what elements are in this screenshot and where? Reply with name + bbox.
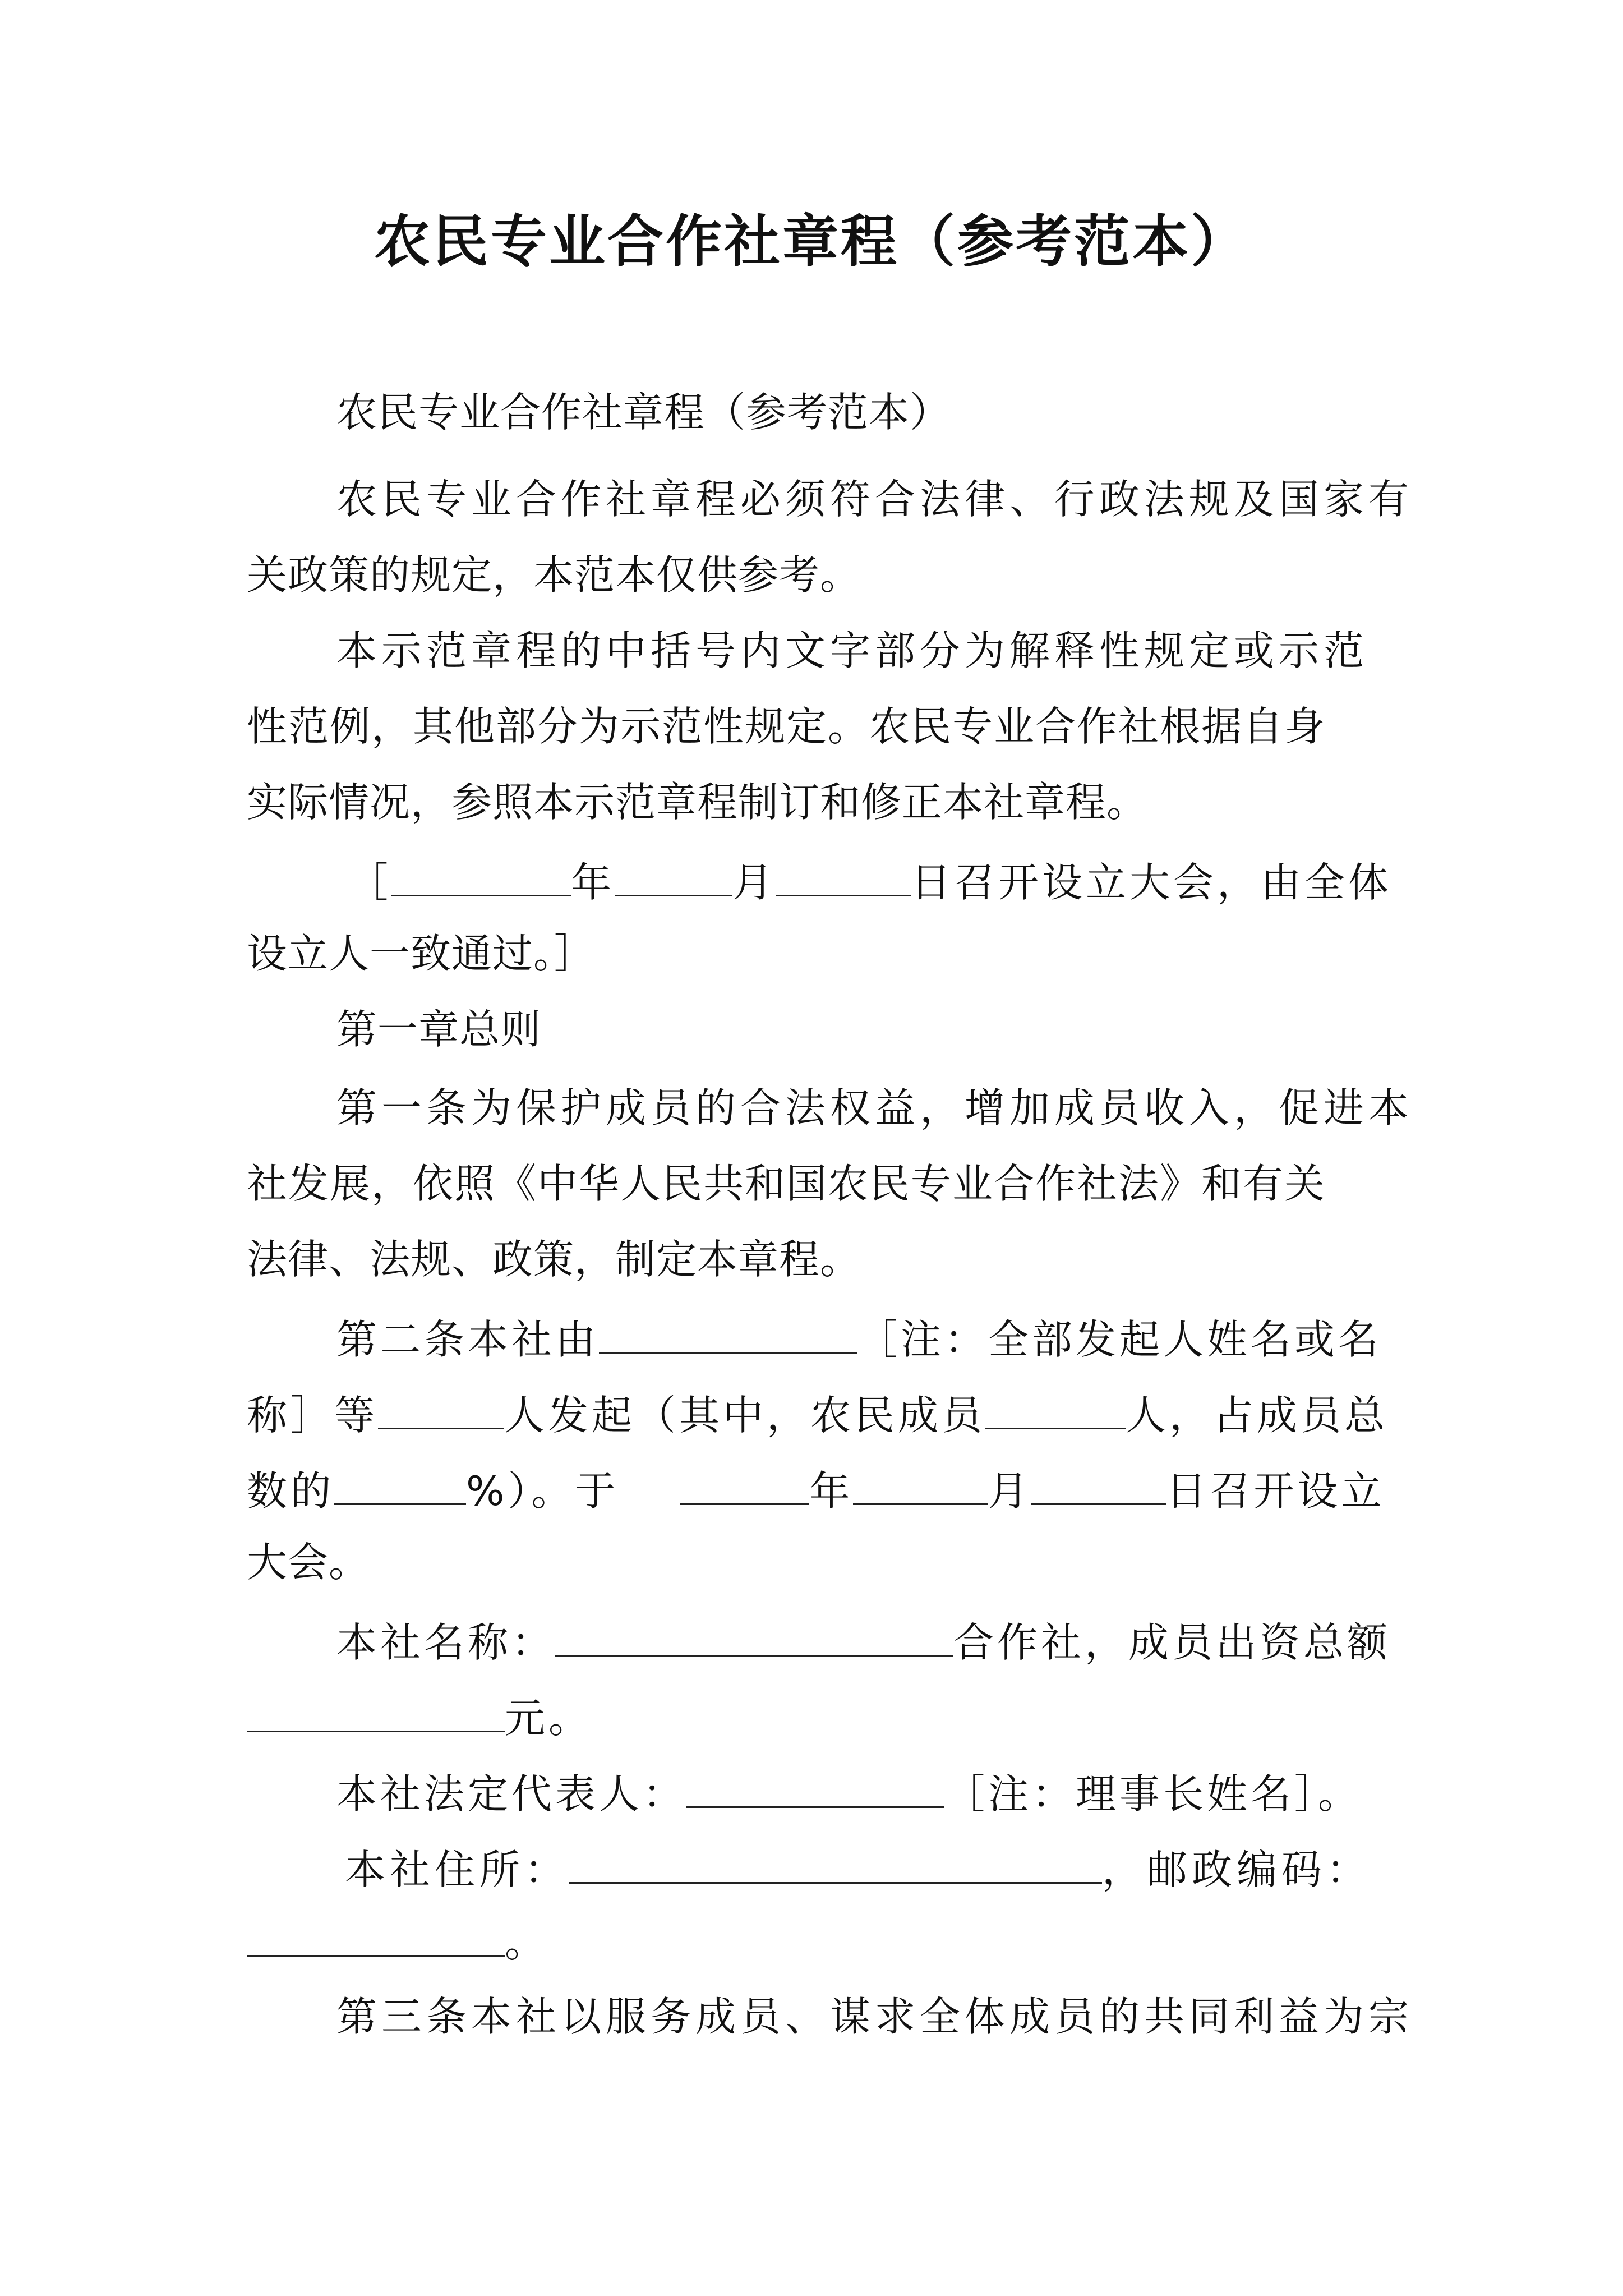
fill-text: %）。于 [466, 1467, 619, 1515]
paragraph-line: 本示范章程的中括号内文字部分为解释性规定或示范 [336, 627, 1369, 674]
blank-field-year[interactable] [391, 850, 571, 896]
fill-in-line [336, 1307, 1382, 1363]
fill-text: 合作社，成员出资总额 [953, 1619, 1391, 1666]
fill-text: ，邮政编码： [1102, 1846, 1372, 1893]
document-title: 农民专业合作社章程（参考范本） [374, 208, 1249, 274]
fill-in-line [247, 1383, 1388, 1439]
blank-field-percentage[interactable] [334, 1458, 466, 1505]
paragraph-line: 第三条本社以服务成员、谋求全体成员的共同利益为宗 [336, 1993, 1414, 2040]
blank-field-total-capital[interactable] [247, 1686, 505, 1732]
blank-field-day[interactable] [1031, 1458, 1166, 1505]
paragraph-line: 第一条为保护成员的合法权益，增加成员收入，促进本 [336, 1084, 1414, 1131]
fill-in-line [247, 1686, 592, 1742]
paragraph-line: 关政策的规定，本范本仅供参考。 [247, 551, 861, 599]
paragraph-line: 农民专业合作社章程（参考范本） [336, 389, 951, 436]
fill-text: 本社住所： [345, 1846, 570, 1893]
blank-field-initiator-count[interactable] [378, 1383, 504, 1429]
paragraph-line: 法律、法规、政策，制定本章程。 [247, 1236, 861, 1283]
fill-text: 。 [505, 1919, 549, 1966]
blank-field-legal-representative[interactable] [686, 1761, 944, 1808]
blank-field-farmer-count[interactable] [985, 1383, 1126, 1429]
fill-text: 年 [809, 1467, 854, 1515]
blank-field-day[interactable] [776, 850, 911, 896]
blank-field-month[interactable] [853, 1458, 988, 1505]
fill-text: 本社名称： [336, 1619, 556, 1666]
fill-text: 人，占成员总 [1126, 1392, 1389, 1439]
blank-field-cooperative-name[interactable] [555, 1610, 953, 1657]
fill-text: 日召开设立大会，由全体 [911, 859, 1393, 906]
paragraph-line: 性范例，其他部分为示范性规定。农民专业合作社根据自身 [247, 703, 1326, 750]
bracket-text: ［ [348, 859, 392, 906]
fill-text: 数的 [247, 1467, 335, 1515]
fill-text: 本社法定代表人： [336, 1770, 687, 1818]
fill-text: 年 [571, 859, 615, 906]
blank-field-address[interactable] [569, 1837, 1102, 1884]
fill-in-line [336, 1761, 1362, 1818]
fill-text: 元。 [505, 1695, 593, 1742]
fill-in-line [336, 1610, 1391, 1666]
fill-text: 月 [732, 859, 777, 906]
blank-field-year[interactable] [680, 1458, 809, 1505]
fill-text: 人发起（其中，农民成员 [504, 1392, 986, 1439]
paragraph-line: 大会。 [247, 1539, 370, 1586]
paragraph-line: 社发展，依照《中华人民共和国农民专业合作社法》和有关 [247, 1160, 1326, 1207]
blank-field-postal-code[interactable] [247, 1910, 505, 1957]
fill-in-line [247, 1910, 548, 1966]
fill-in-line [345, 1837, 1371, 1893]
blank-field-month[interactable] [615, 850, 732, 896]
paragraph-line: 实际情况，参照本示范章程制订和修正本社章程。 [247, 779, 1148, 826]
blank-field-founders[interactable] [599, 1307, 857, 1354]
note-text: ［注：理事长姓名］。 [944, 1770, 1362, 1818]
fill-text: 月 [988, 1467, 1032, 1515]
chapter-heading: 第一章总则 [336, 1006, 542, 1053]
fill-text: 第二条本社由 [336, 1316, 600, 1363]
paragraph-line: 农民专业合作社章程必须符合法律、行政法规及国家有 [336, 476, 1414, 523]
paragraph-line: 设立人一致通过。］ [247, 930, 596, 977]
note-text: ［注：全部发起人姓名或名 [857, 1316, 1382, 1363]
fill-text: 日召开设立 [1166, 1467, 1385, 1515]
fill-text: 称］等 [247, 1392, 379, 1439]
fill-in-line [348, 850, 1392, 906]
fill-in-line [247, 1458, 1385, 1515]
